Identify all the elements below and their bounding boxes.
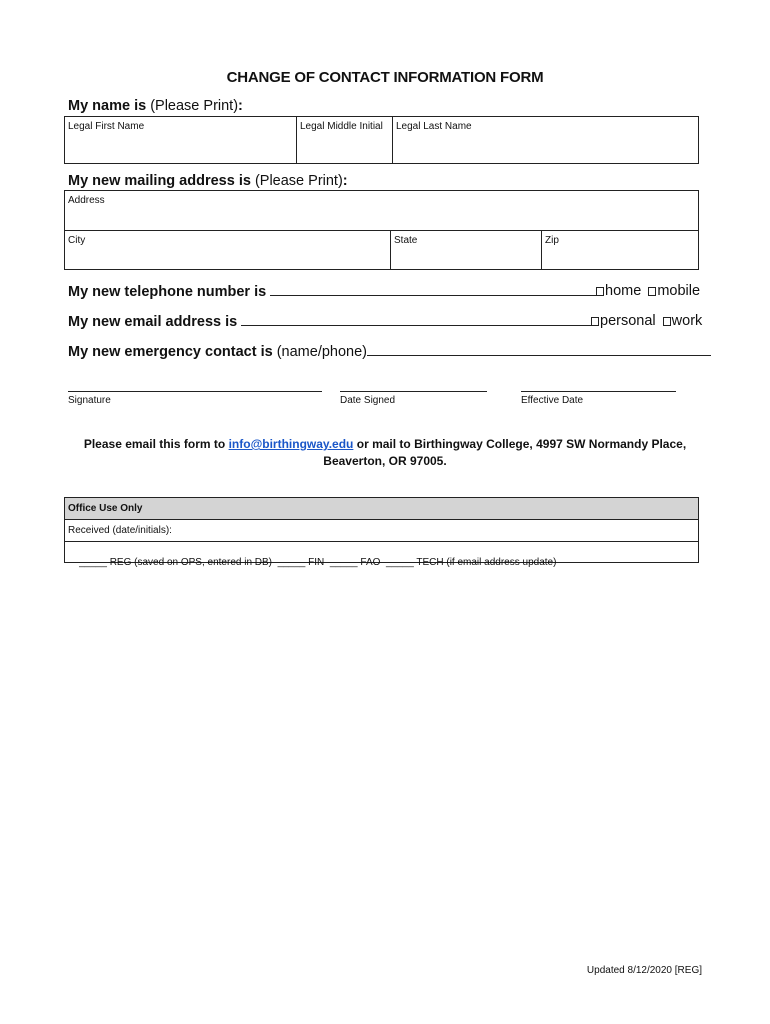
phone-row — [68, 283, 600, 300]
instructions-line-2: Beaverton, OR 97005. — [323, 454, 447, 468]
email-label: My new email address is — [68, 314, 238, 330]
personal-option-label: personal — [600, 313, 656, 329]
date-signed-label: Date Signed — [340, 395, 396, 406]
email-type-options — [591, 313, 702, 329]
legal-first-name-label: Legal First Name — [68, 121, 145, 132]
legal-last-name-label: Legal Last Name — [396, 121, 472, 132]
routing-text: _____ REG (saved on OPS, entered in DB) _____ FIN _____ FAO _____ TECH (if email address update) — [79, 557, 557, 568]
phone-type-options — [596, 283, 700, 299]
legal-middle-initial-label: Legal Middle Initial — [300, 121, 383, 132]
address-label-bold: My new mailing address is — [68, 173, 251, 189]
state-label: State — [394, 235, 418, 246]
updated-footer: Updated 8/12/2020 [REG] — [586, 965, 702, 976]
work-option-label: work — [671, 313, 703, 329]
received-label: Received (date/initials): — [68, 525, 172, 536]
address-label-colon: : — [342, 173, 348, 189]
name-table — [64, 116, 699, 164]
office-use-header: Office Use Only — [65, 498, 698, 519]
form-title: CHANGE OF CONTACT INFORMATION FORM — [226, 69, 544, 86]
effective-date-label: Effective Date — [521, 395, 584, 406]
city-label: City — [68, 235, 86, 246]
name-label-instruction: (Please Print) — [150, 98, 239, 114]
signature-label: Signature — [68, 395, 111, 406]
email-link[interactable]: info@birthingway.edu — [228, 437, 354, 451]
emergency-label-instruction: (name/phone) — [276, 344, 367, 360]
office-use-table — [64, 497, 699, 568]
email-input-line[interactable] — [241, 313, 591, 326]
home-option-label: home — [605, 283, 642, 299]
instructions-prefix: Please email this form to — [83, 437, 226, 451]
phone-label: My new telephone number is — [68, 284, 267, 300]
personal-checkbox[interactable] — [591, 317, 599, 326]
routing-row — [65, 542, 698, 568]
city-field[interactable] — [65, 231, 390, 269]
zip-field[interactable] — [542, 231, 698, 269]
name-section-label — [68, 98, 243, 114]
home-checkbox[interactable] — [596, 287, 604, 296]
address-label: Address — [68, 195, 105, 206]
mobile-checkbox[interactable] — [648, 287, 656, 296]
emergency-contact-row — [68, 343, 711, 360]
name-label-bold: My name is — [68, 98, 147, 114]
signature-line[interactable] — [68, 391, 322, 392]
work-checkbox[interactable] — [663, 317, 671, 326]
legal-last-name-field[interactable] — [393, 117, 698, 163]
emergency-contact-input-line[interactable] — [367, 343, 711, 356]
effective-date-line[interactable] — [521, 391, 676, 392]
instructions-line-1 — [0, 436, 770, 453]
address-field[interactable] — [65, 191, 698, 230]
name-label-colon: : — [238, 98, 243, 114]
submission-instructions — [0, 436, 770, 470]
address-section-label — [68, 173, 348, 189]
zip-label: Zip — [545, 235, 559, 246]
phone-input-line[interactable] — [270, 283, 600, 296]
address-table — [64, 190, 699, 270]
legal-middle-initial-field[interactable] — [297, 117, 392, 163]
received-field[interactable] — [65, 520, 698, 541]
instructions-suffix: or mail to Birthingway College, 4997 SW Normandy Place, — [356, 437, 687, 451]
mobile-option-label: mobile — [657, 283, 701, 299]
email-row — [68, 313, 591, 330]
state-field[interactable] — [391, 231, 541, 269]
emergency-label: My new emergency contact is — [68, 344, 273, 360]
address-label-instruction: (Please Print) — [254, 173, 343, 189]
date-signed-line[interactable] — [340, 391, 487, 392]
legal-first-name-field[interactable] — [65, 117, 296, 163]
